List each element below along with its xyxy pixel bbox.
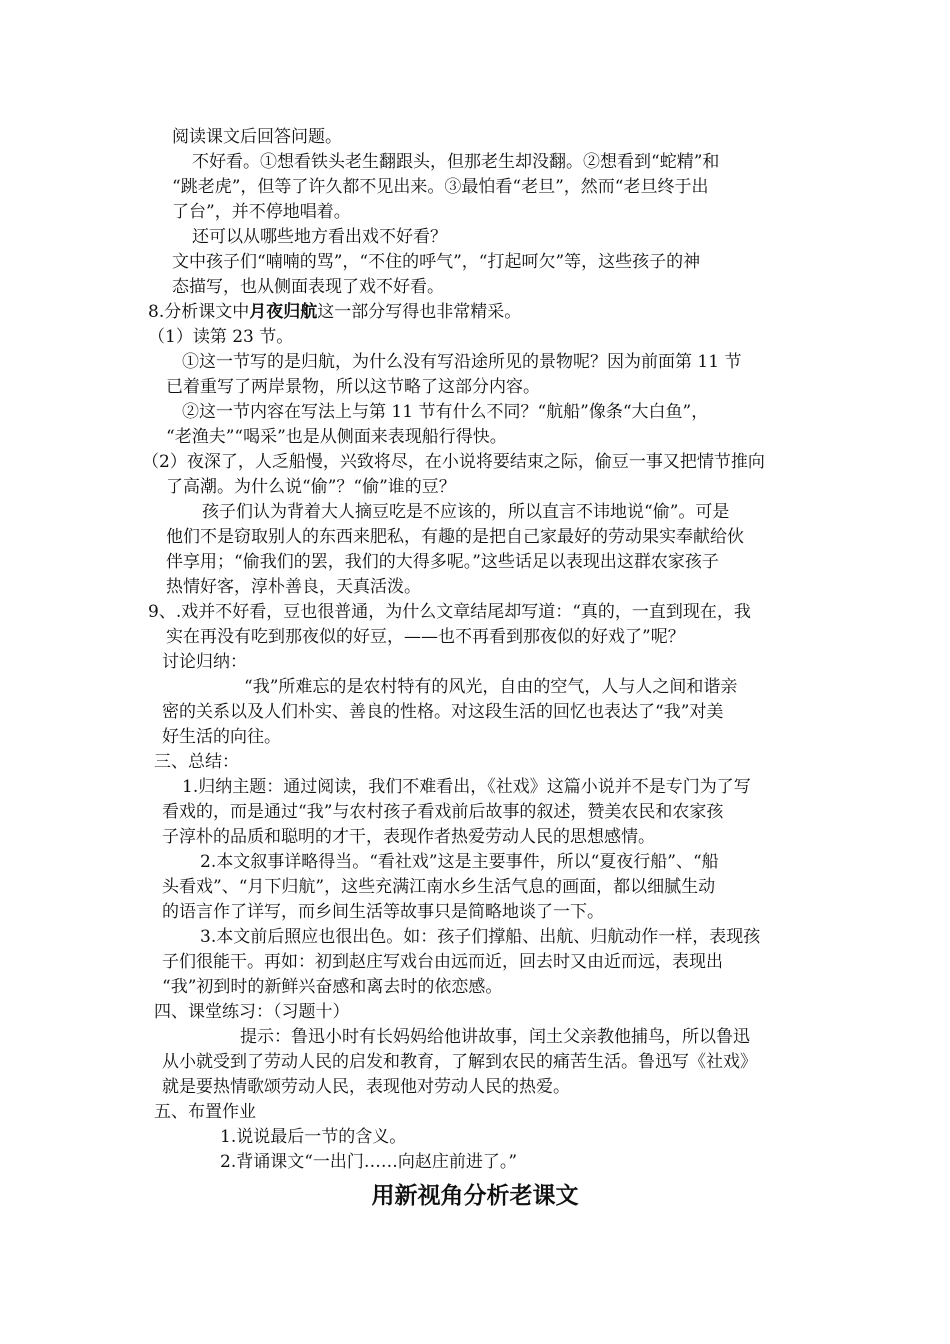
text-line: 密的关系以及人们朴实、善良的性格。对这段生活的回忆也表达了“我”对美 — [162, 702, 724, 722]
text-line: （2）夜深了，人乏船慢，兴致将尽，在小说将要结束之际，偷豆一事又把情节推向 — [142, 452, 765, 472]
text-line: “老渔夫”“喝采”也是从侧面来表现船行得快。 — [166, 427, 507, 447]
text-line: 他们不是窃取别人的东西来肥私，有趣的是把自己家最好的劳动果实奉献给伙 — [166, 527, 744, 547]
text-line: 看戏的，而是通过“我”与农村孩子看戏前后故事的叙述，赞美农民和农家孩 — [162, 802, 724, 822]
text-line: 好生活的向往。 — [162, 727, 281, 747]
text-line: 8.分析课文中 — [148, 302, 250, 322]
text-line: 从小就受到了劳动人民的启发和教育，了解到农民的痛苦生活。鲁迅写《社戏》 — [162, 1052, 757, 1072]
text-line: 已着重写了两岸景物，所以这节略了这部分内容。 — [166, 377, 540, 397]
text-line: 2.本文叙事详略得当。“看社戏”这是主要事件，所以“夏夜行船”、“船 — [200, 852, 719, 872]
text-line: 2.背诵课文“一出门……向赵庄前进了。” — [220, 1152, 518, 1172]
text-line: 1.说说最后一节的含义。 — [220, 1127, 407, 1147]
text-line: 这一部分写得也非常精采。 — [317, 302, 522, 322]
text-line: 了台”，并不停地唱着。 — [172, 202, 351, 222]
text-line: 热情好客，淳朴善良，天真活泼。 — [166, 577, 421, 597]
text-line: 3.本文前后照应也很出色。如：孩子们撑船、出航、归航动作一样，表现孩 — [200, 927, 761, 947]
text-line: 子淳朴的品质和聪明的才干，表现作者热爱劳动人民的思想感情。 — [162, 827, 655, 847]
text-line: 头看戏”、“月下归航”，这些充满江南水乡生活气息的画面，都以细腻生动 — [162, 877, 716, 897]
text-line: 还可以从哪些地方看出戏不好看？ — [192, 227, 447, 247]
section-heading: 四、课堂练习：（习题十） — [154, 1002, 350, 1022]
text-line: （1）读第 23 节。 — [148, 327, 294, 347]
text-line: “我”初到时的新鲜兴奋感和离去时的依恋感。 — [162, 977, 503, 997]
text-line: 孩子们认为背着大人摘豆吃是不应该的，所以直言不讳地说“偷”。可是 — [202, 502, 730, 522]
text-line: 1.归纳主题：通过阅读，我们不难看出，《社戏》这篇小说并不是专门为了写 — [182, 777, 751, 797]
section-heading: 五、布置作业 — [154, 1102, 256, 1122]
text-line: 不好看。①想看铁头老生翻跟头，但那老生却没翻。②想看到“蛇精”和 — [192, 152, 720, 172]
section-8-heading — [148, 300, 521, 325]
section-heading: 三、总结： — [154, 752, 239, 772]
text-line: ②这一节内容在写法上与第 11 节有什么不同？“航船”像条“大白鱼”， — [182, 402, 709, 422]
text-line: 子们很能干。再如：初到赵庄写戏台由远而近，回去时又由近而远，表现出 — [162, 952, 723, 972]
article-title: 用新视角分析老课文 — [371, 1183, 579, 1209]
text-line: 伴享用；“偷我们的罢，我们的大得多呢。”这些话足以表现出这群农家孩子 — [166, 552, 719, 572]
text-line: 的语言作了详写，而乡间生活等故事只是简略地谈了一下。 — [162, 902, 604, 922]
text-line: 了高潮。为什么说“偷”？“偷”谁的豆？ — [166, 477, 456, 497]
bold-phrase: 月夜归航 — [249, 302, 318, 322]
text-line: 就是要热情歌颂劳动人民，表现他对劳动人民的热爱。 — [162, 1077, 570, 1097]
text-line: 态描写，也从侧面表现了戏不好看。 — [172, 277, 444, 297]
text-line: 文中孩子们“喃喃的骂”，“不住的呼气”，“打起呵欠”等，这些孩子的神 — [172, 252, 701, 272]
text-line: 阅读课文后回答问题。 — [172, 127, 342, 147]
text-line: ①这一节写的是归航，为什么没有写沿途所见的景物呢？因为前面第 11 节 — [182, 352, 742, 372]
text-line: 实在再没有吃到那夜似的好豆，——也不再看到那夜似的好戏了”呢？ — [166, 627, 685, 647]
text-line: “跳老虎”，但等了许久都不见出来。③最怕看“老旦”，然而“老旦终于出 — [172, 177, 709, 197]
text-line: 讨论归纳： — [162, 652, 247, 672]
text-line: 9、.戏并不好看，豆也很普通，为什么文章结尾却写道：“真的，一直到现在，我 — [148, 602, 751, 622]
text-line: “我”所难忘的是农村特有的风光，自由的空气，人与人之间和谐亲 — [244, 677, 738, 697]
text-line: 提示：鲁迅小时有长妈妈给他讲故事，闰土父亲教他捕鸟，所以鲁迅 — [240, 1027, 750, 1047]
